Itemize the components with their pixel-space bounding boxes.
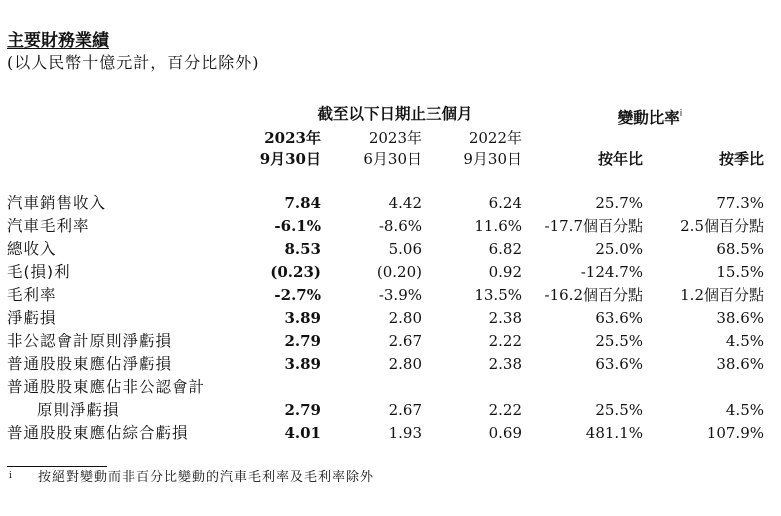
table-cell: 2.38 (488, 355, 522, 373)
row-label-vehicle-margin: 汽車毛利率 (7, 217, 90, 235)
table-cell: 2.67 (388, 332, 422, 350)
col-header-2-line2: 6月30日 (363, 150, 422, 168)
table-cell: 13.5% (474, 286, 522, 304)
table-cell: -17.7個百分點 (544, 217, 643, 235)
page-subtitle: (以人民幣十億元計，百分比除外) (7, 53, 260, 72)
row-label-non-gaap-to-shareholders: 普通股股東應佔非公認會計 (7, 378, 206, 396)
table-cell: (0.23) (270, 263, 321, 281)
table-cell: 6.82 (488, 240, 522, 258)
row-label-net-loss: 淨虧損 (7, 309, 57, 327)
table-cell: -124.7% (580, 263, 643, 281)
table-cell: 8.53 (284, 240, 321, 258)
change-group-label: 變動比率 (617, 109, 680, 127)
footnote-mark: i (9, 471, 12, 481)
table-cell: 77.3% (716, 194, 764, 212)
table-cell: 3.89 (284, 355, 321, 373)
table-cell: 4.5% (725, 332, 764, 350)
table-cell: 2.38 (488, 309, 522, 327)
table-cell: -16.2個百分點 (544, 286, 643, 304)
table-cell: -6.1% (274, 217, 321, 235)
table-cell: 63.6% (595, 309, 643, 327)
col-header-2-line1: 2023年 (368, 129, 422, 147)
col-header-qoq: 按季比 (718, 150, 764, 168)
table-cell: 25.5% (595, 401, 643, 419)
table-cell: 2.79 (284, 401, 321, 419)
col-header-yoy: 按年比 (597, 150, 643, 168)
table-cell: 15.5% (716, 263, 764, 281)
footnote-reference: i (679, 109, 683, 119)
table-cell: 2.80 (388, 309, 422, 327)
table-cell: 38.6% (716, 355, 764, 373)
table-cell: 4.5% (725, 401, 764, 419)
page-title: 主要財務業績 (7, 31, 109, 51)
row-label-non-gaap-net-loss: 非公認會計原則淨虧損 (7, 332, 173, 350)
row-label-gross-margin: 毛利率 (7, 286, 57, 304)
table-cell: 2.5個百分點 (680, 217, 764, 235)
row-label-total-revenue: 總收入 (7, 240, 57, 258)
table-cell: 0.92 (488, 263, 522, 281)
table-cell: 11.6% (474, 217, 522, 235)
row-label-vehicle-sales: 汽車銷售收入 (7, 194, 107, 212)
table-cell: 2.79 (284, 332, 321, 350)
row-label-comprehensive-loss: 普通股股東應佔綜合虧損 (7, 424, 189, 442)
table-cell: -3.9% (378, 286, 422, 304)
table-cell: 2.67 (388, 401, 422, 419)
table-cell: 25.7% (595, 194, 643, 212)
table-cell: 7.84 (284, 194, 321, 212)
row-label-gross-profit: 毛(損)利 (7, 263, 71, 281)
table-cell: 25.5% (595, 332, 643, 350)
table-cell: 25.0% (595, 240, 643, 258)
change-group-header (600, 104, 700, 128)
table-cell: 38.6% (716, 309, 764, 327)
footnote-text: 按絕對變動而非百分比變動的汽車毛利率及毛利率除外 (38, 470, 375, 485)
table-cell: -2.7% (274, 286, 321, 304)
period-group-header: 截至以下日期止三個月 (317, 105, 473, 123)
table-cell: 2.22 (488, 401, 522, 419)
table-cell: 2.22 (488, 332, 522, 350)
table-cell: 68.5% (716, 240, 764, 258)
table-cell: 6.24 (488, 194, 522, 212)
table-cell: 1.93 (388, 424, 422, 442)
table-cell: 5.06 (388, 240, 422, 258)
table-cell: 3.89 (284, 309, 321, 327)
col-header-3-line1: 2022年 (468, 129, 522, 147)
table-cell: 1.2個百分點 (680, 286, 764, 304)
row-label-non-gaap-to-shareholders-cont: 原則淨虧損 (37, 401, 120, 419)
table-cell: (0.20) (376, 263, 422, 281)
col-header-1-line1: 2023年 (264, 129, 321, 147)
table-cell: 0.69 (488, 424, 522, 442)
table-cell: -8.6% (378, 217, 422, 235)
table-cell: 63.6% (595, 355, 643, 373)
col-header-1-line2: 9月30日 (259, 150, 321, 168)
table-cell: 107.9% (706, 424, 764, 442)
table-cell: 4.42 (388, 194, 422, 212)
table-cell: 4.01 (284, 424, 321, 442)
row-label-net-loss-to-shareholders: 普通股股東應佔淨虧損 (7, 355, 173, 373)
col-header-3-line2: 9月30日 (463, 150, 522, 168)
table-cell: 2.80 (388, 355, 422, 373)
table-cell: 481.1% (585, 424, 643, 442)
footnote-divider (7, 466, 107, 467)
